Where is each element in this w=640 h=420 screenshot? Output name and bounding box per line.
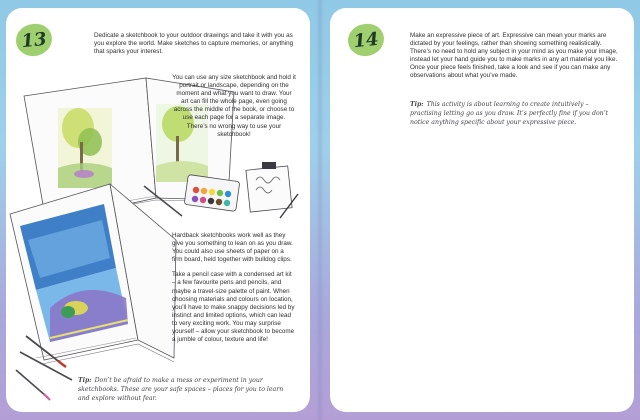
intro-paragraph: Make an expressive piece of art. Expressive can mean your marks are dictated by your feelings, rather than showing something realistically. There’s no need to hold any subject in your mind as you make your image, instead let your hand guide you to make marks in any art material you like. Once your piece feels finished, take a look and see if you can make any observations about what you’ve made. bbox=[410, 32, 618, 80]
activity-number: 13 bbox=[20, 28, 48, 52]
activity-number-badge bbox=[346, 22, 385, 58]
hardback-paragraph: Hardback sketchbooks work well as they give you something to lean on as you draw. You could also use sheets of paper on a firm board, held together with bulldog clips. bbox=[172, 232, 293, 264]
tip-label: Tip: bbox=[78, 377, 92, 384]
intro-paragraph: Dedicate a sketchbook to your outdoor drawings and take it with you as you explore the world. Make sketches to capture memories, or anything that sparks your interest. bbox=[94, 32, 294, 56]
tip-text: Don’t be afraid to make a mess or experiment in your sketchbooks. These are your safe spaces – places for you to learn and explore without fear. bbox=[78, 377, 284, 402]
tip-label: Tip: bbox=[410, 101, 424, 108]
lower-sketchbook bbox=[10, 184, 176, 364]
materials-column bbox=[172, 232, 296, 351]
book-gutter bbox=[316, 0, 324, 420]
paint-palette bbox=[184, 175, 240, 212]
tip-note bbox=[410, 100, 618, 127]
pencil-case-paragraph: Take a pencil case with a condensed art kit – a few favourite pens and pencils, and maybe a travel-size palette of paint. When choosing materials and colours on location, you’ll have to make snappy decisions led by instinct and limited options, which can lead to very exciting work. You may surprise yourself – allow your sketchbook to become a jumble of colour, texture and life! bbox=[172, 271, 295, 344]
sketchbook-size-paragraph: You can use any size sketchbook and hold it portrait or landscape, depending on the moment and what you want to draw. Your art can fill the whole page, even going across the middle of the book, or choose to use each page for a separate image. There’s no wrong way to use your sketchbook! bbox=[172, 74, 296, 138]
sketchbook-illustration bbox=[6, 8, 310, 412]
right-page bbox=[330, 8, 634, 412]
tip-note bbox=[78, 376, 292, 403]
notepad bbox=[246, 162, 298, 218]
tip-text: This activity is about learning to create intuitively – practising letting go as you draw. It’s perfectly fine if you don’t notice anything specific about your expressive piece. bbox=[410, 101, 609, 126]
left-page bbox=[6, 8, 310, 412]
activity-number: 14 bbox=[352, 28, 380, 52]
